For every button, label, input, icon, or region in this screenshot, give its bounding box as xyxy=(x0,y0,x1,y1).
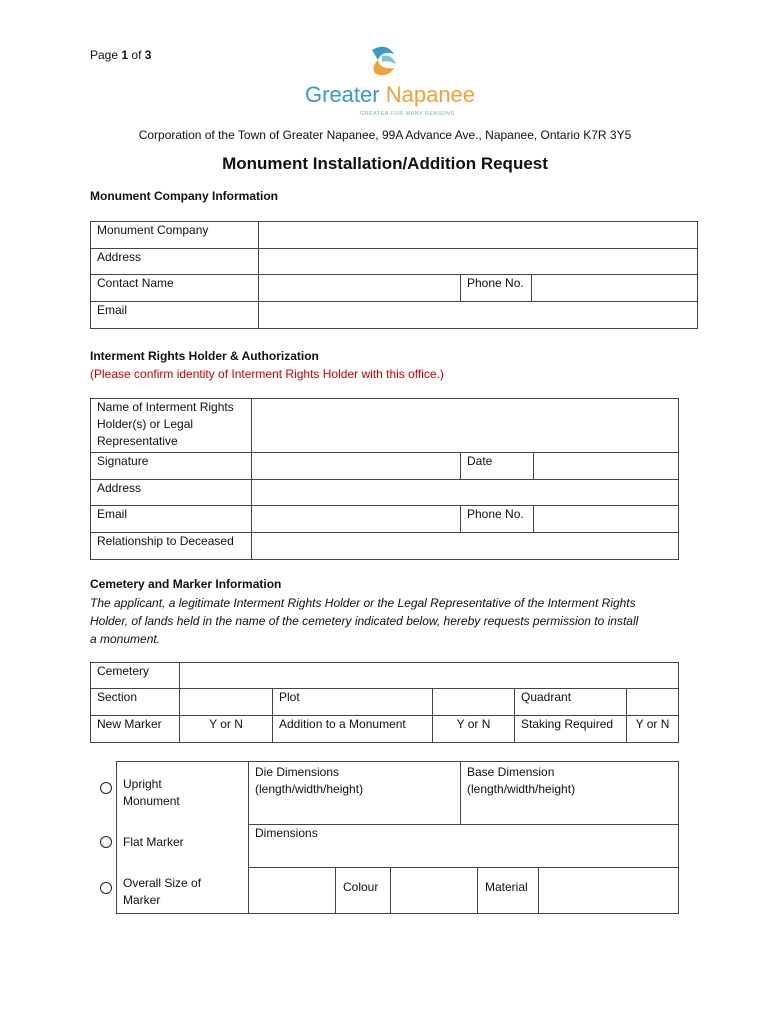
new-marker-yn[interactable]: Y or N xyxy=(180,716,273,743)
signature-field[interactable] xyxy=(252,453,461,480)
base-dimension-label: Base Dimension (length/width/height) xyxy=(467,765,576,796)
company-email-label: Email xyxy=(91,302,259,329)
die-dimensions-label: Die Dimensions (length/width/height) xyxy=(255,765,364,796)
flat-marker-label: Flat Marker xyxy=(123,835,184,849)
section-field[interactable] xyxy=(180,689,273,716)
holder-name-label: Name of Interment Rights Holder(s) or Legal Representative xyxy=(91,399,252,453)
holder-email-label: Email xyxy=(91,506,252,533)
addition-yn[interactable]: Y or N xyxy=(433,716,515,743)
relationship-label: Relationship to Deceased xyxy=(91,533,252,560)
signature-label: Signature xyxy=(91,453,252,480)
staking-label: Staking Required xyxy=(515,716,627,743)
company-address-label: Address xyxy=(91,249,259,275)
interment-table xyxy=(90,398,679,560)
quadrant-field[interactable] xyxy=(627,689,679,716)
cemetery-intro: The applicant, a legitimate Interment Rights Holder or the Legal Representative of the Interment Rights Holder, of lands held in the name of the cemetery indicated below, hereby requests permission to install a monument. xyxy=(90,596,639,646)
holder-name-field[interactable] xyxy=(252,399,679,453)
cemetery-field[interactable] xyxy=(180,663,679,689)
die-dimensions-field[interactable] xyxy=(250,800,458,822)
holder-address-label: Address xyxy=(91,480,252,506)
colour-field[interactable] xyxy=(392,869,476,913)
material-label: Material xyxy=(485,880,528,894)
interment-note: (Please confirm identity of Interment Rights Holder with this office.) xyxy=(90,367,444,381)
logo-wordmark: Greater Napanee xyxy=(305,82,476,107)
relationship-field[interactable] xyxy=(252,533,679,560)
new-marker-label: New Marker xyxy=(91,716,180,743)
date-label: Date xyxy=(461,453,534,480)
overall-size-radio[interactable] xyxy=(100,882,112,894)
logo-tagline: GREATER FOR MANY REASONS xyxy=(360,111,455,117)
holder-phone-label: Phone No. xyxy=(461,506,534,533)
plot-label: Plot xyxy=(273,689,433,716)
upright-monument-label: Upright Monument xyxy=(123,777,180,808)
holder-email-field[interactable] xyxy=(252,506,461,533)
cemetery-table xyxy=(90,662,679,743)
overall-size-label: Overall Size of Marker xyxy=(123,876,202,907)
logo-swirl-icon xyxy=(364,44,404,84)
section-label: Section xyxy=(91,689,180,716)
company-table xyxy=(90,221,698,329)
contact-name-label: Contact Name xyxy=(91,275,259,302)
company-phone-field[interactable] xyxy=(532,275,698,302)
interment-section-heading: Interment Rights Holder & Authorization xyxy=(90,349,319,363)
monument-company-field[interactable] xyxy=(259,222,698,249)
contact-name-field[interactable] xyxy=(259,275,461,302)
material-field[interactable] xyxy=(540,869,678,913)
page-title: Monument Installation/Addition Request xyxy=(222,154,548,173)
colour-label: Colour xyxy=(343,880,379,894)
cemetery-section-heading: Cemetery and Marker Information xyxy=(90,577,282,591)
flat-marker-radio[interactable] xyxy=(100,836,112,848)
dimensions-field[interactable] xyxy=(250,842,677,865)
monument-company-label: Monument Company xyxy=(91,222,259,249)
holder-phone-field[interactable] xyxy=(534,506,679,533)
overall-size-field[interactable] xyxy=(250,869,334,913)
company-address-field[interactable] xyxy=(259,249,698,275)
company-email-field[interactable] xyxy=(259,302,698,329)
addition-label: Addition to a Monument xyxy=(273,716,433,743)
staking-yn[interactable]: Y or N xyxy=(627,716,679,743)
holder-address-field[interactable] xyxy=(252,480,679,506)
greater-napanee-logo xyxy=(302,44,476,122)
base-dimension-field[interactable] xyxy=(462,800,677,822)
dimensions-label: Dimensions xyxy=(255,826,318,840)
cemetery-label: Cemetery xyxy=(91,663,180,689)
upright-monument-radio[interactable] xyxy=(100,782,112,794)
corporation-address: Corporation of the Town of Greater Napanee, 99A Advance Ave., Napanee, Ontario K7R 3Y5 xyxy=(138,128,632,142)
page-number: Page 1 of 3 xyxy=(90,48,152,62)
date-field[interactable] xyxy=(534,453,679,480)
company-phone-label: Phone No. xyxy=(461,275,532,302)
quadrant-label: Quadrant xyxy=(515,689,627,716)
plot-field[interactable] xyxy=(433,689,515,716)
company-section-heading: Monument Company Information xyxy=(90,189,278,203)
